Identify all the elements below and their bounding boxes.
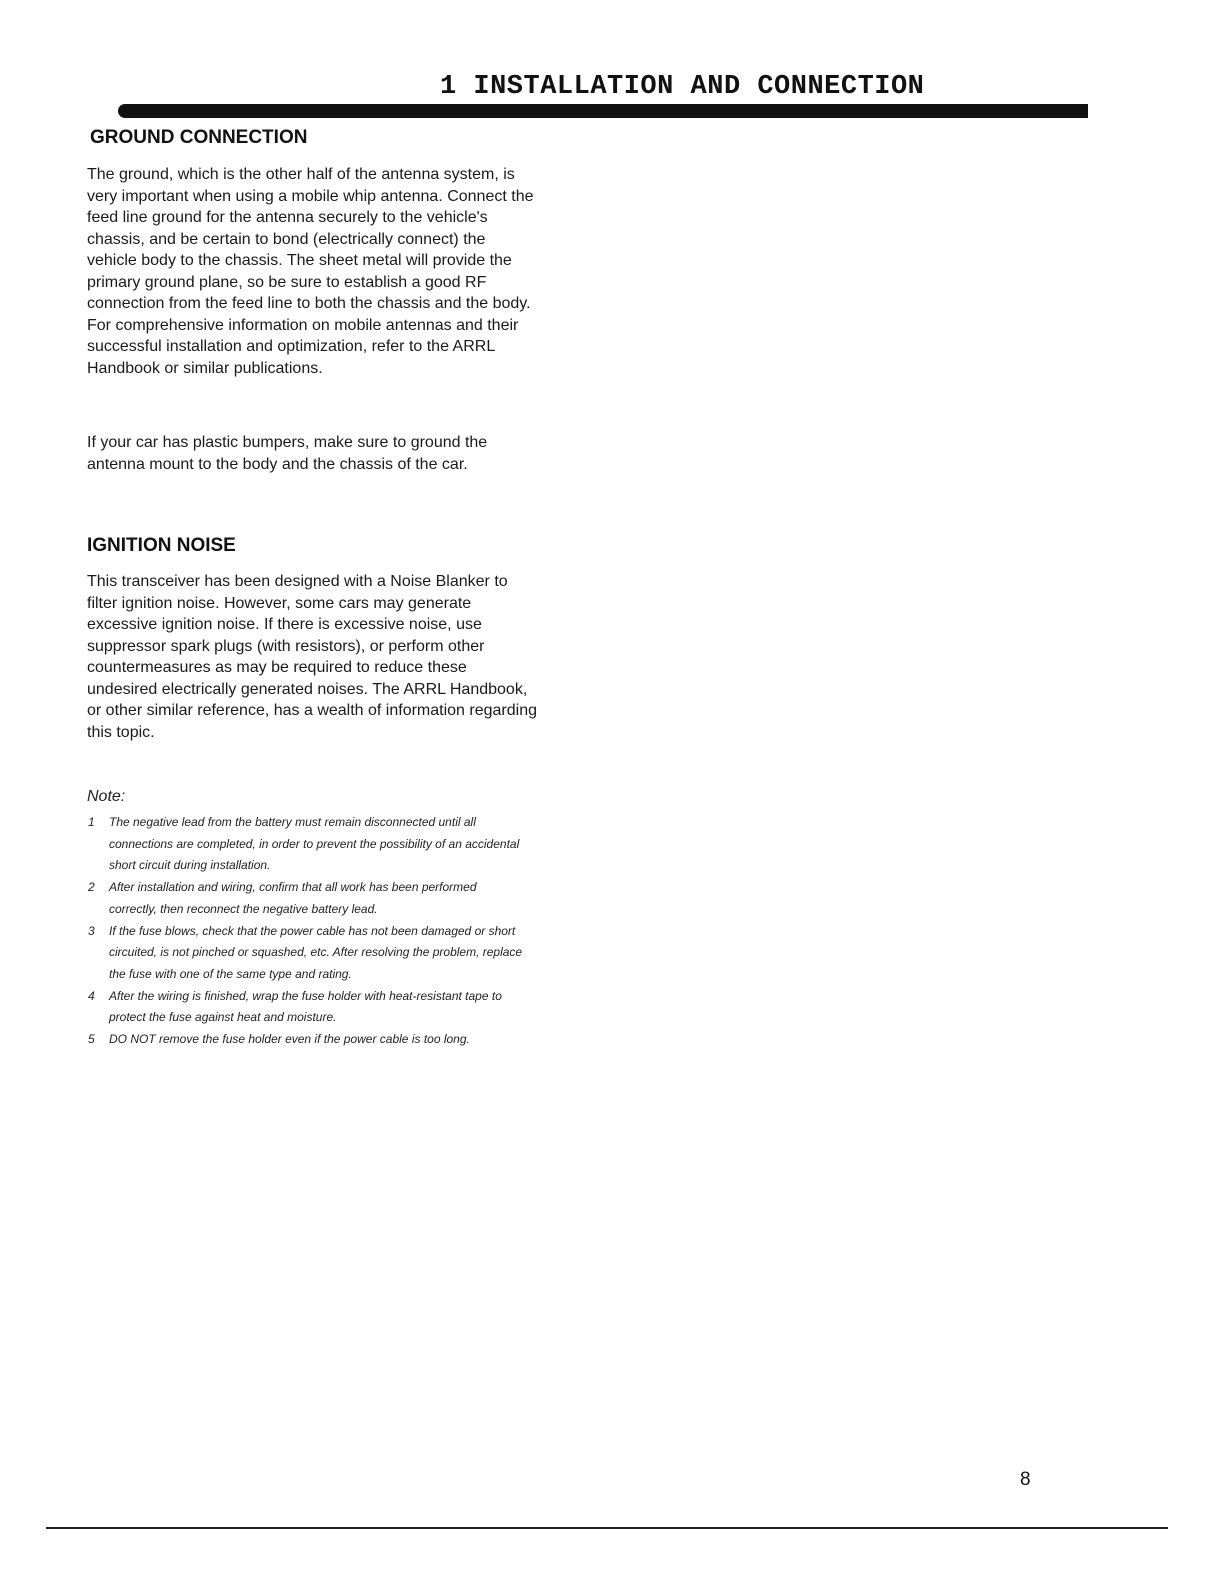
note-number: 4 [88,988,95,1003]
ignition-noise-paragraph: This transceiver has been designed with a Noise Blanker to filter ignition noise. However, some cars may generate excessive ignition noise. If there is excessive noise, use suppressor spark plugs (with resistors), or perform other countermeasures as may be required to reduce these undesired electrically generated noises. The ARRL Handbook, or other similar reference, has a wealth of information regarding this topic. [87,573,537,741]
ground-connection-paragraph-1: The ground, which is the other half of the antenna system, is very important when using a mobile whip antenna. Connect the feed line ground for the antenna securely to the vehicle's chassis, and be certain to bond (electrically connect) the vehicle body to the chassis. The sheet metal will provide the primary ground plane, so be sure to establish a good RF connection from the feed line to both the chassis and the body. For comprehensive information on mobile antennas and their successful installation and optimization, refer to the ARRL Handbook or similar publications. [87,166,534,377]
footer-rule [46,1527,1168,1529]
note-number: 3 [88,923,95,938]
note-text: After installation and wiring, confirm that all work has been performed correctly, then reconnect the negative battery lead. [109,880,477,916]
note-number: 1 [88,815,95,829]
header-rule [118,104,1088,118]
notes-title: Note: [87,788,126,805]
note-text: DO NOT remove the fuse holder even if the power cable is too long. [109,1032,470,1047]
note-text: After the wiring is finished, wrap the fuse holder with heat-resistant tape to protect the fuse against heat and moisture. [109,988,502,1025]
note-item [87,986,527,1029]
ignition-noise-section [87,534,537,741]
note-item [87,812,527,877]
note-number: 2 [88,880,95,895]
note-text: If the fuse blows, check that the power cable has not been damaged or short circuited, is not pinched or squashed, etc. After resolving the problem, replace the fuse with one of the same type and rating. [109,923,523,981]
ignition-noise-heading: IGNITION NOISE [87,535,236,556]
page-number: 8 [1020,1469,1031,1490]
note-item [87,921,527,986]
chapter-title: 1 INSTALLATION AND CONNECTION [440,72,925,102]
notes-block [87,786,527,1051]
note-text: The negative lead from the battery must remain disconnected until all connections are completed, in order to prevent the possibility of an accidental short circuit during installation. [109,815,520,873]
ground-connection-paragraph-2: If your car has plastic bumpers, make sure to ground the antenna mount to the body and the chassis of the car. [87,434,488,473]
notes-list [87,812,527,1051]
note-number: 5 [88,1032,95,1047]
ground-connection-section [87,126,537,473]
ground-connection-heading: GROUND CONNECTION [90,127,308,148]
note-item [87,877,527,920]
note-item [87,1029,527,1051]
